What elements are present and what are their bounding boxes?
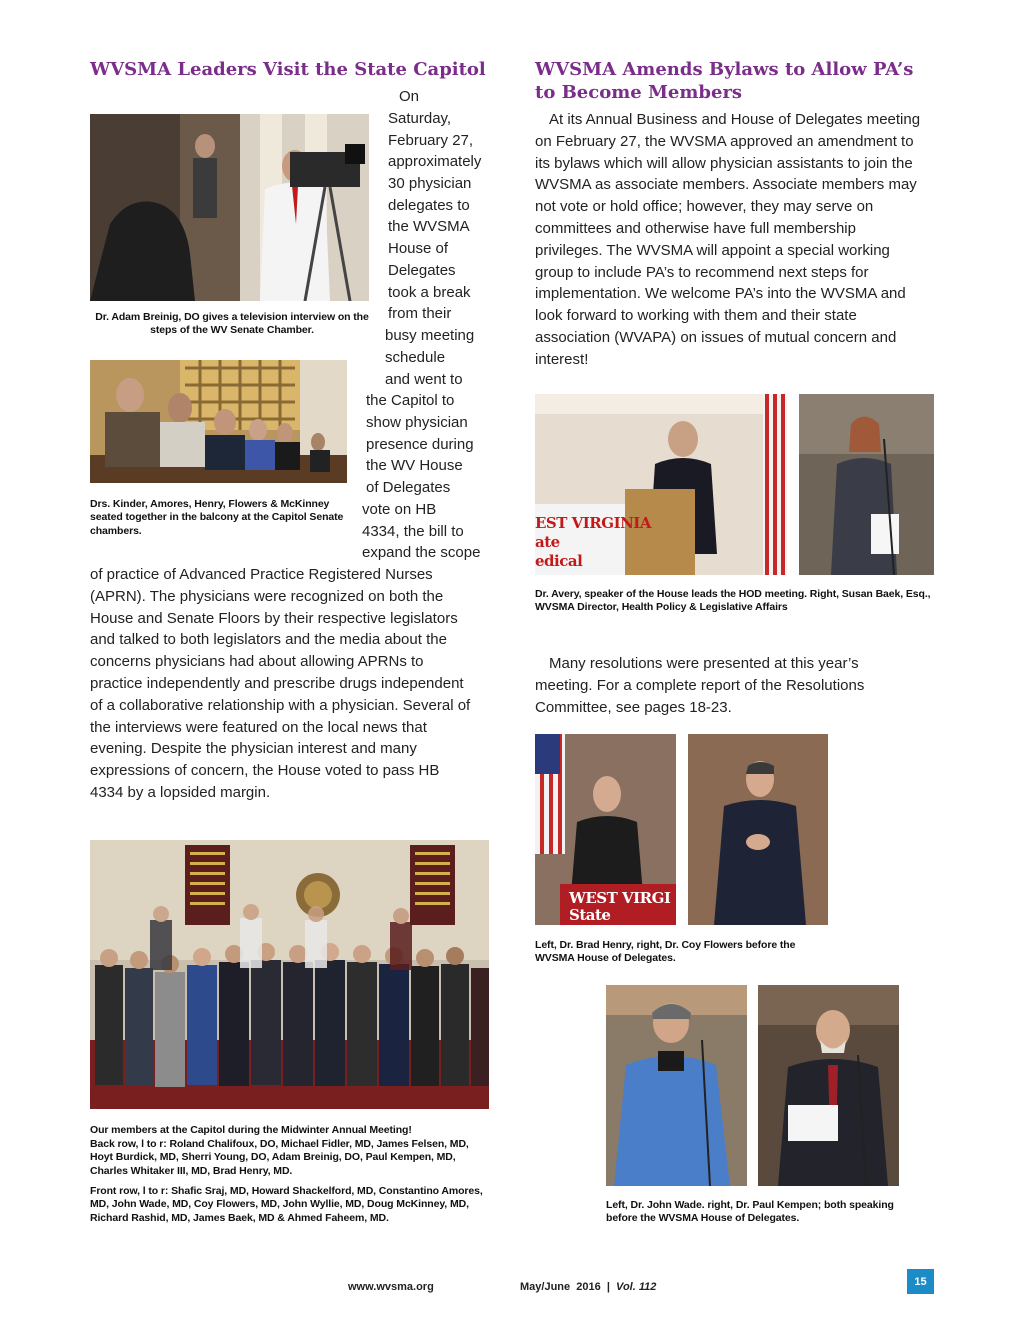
caption-henry-flowers: Left, Dr. Brad Henry, right, Dr. Coy Flowers before the WVSMA House of Delegates.: [535, 939, 796, 965]
caption-group-back-row: Back row, l to r: Roland Chalifoux, DO, Michael Fidler, MD, James Felsen, MD, Hoyt Burdick, MD, Sherri Young, DO, Adam Breinig, DO, Paul Kempen, MD, Charles Whitaker III, MD, Brad Henry, MD.: [90, 1138, 469, 1177]
right-headline: WVSMA Amends Bylaws to Allow PA’s to Become Members: [535, 59, 914, 103]
caption-balcony: Drs. Kinder, Amores, Henry, Flowers & McKinney seated together in the balcony at the Capitol Senate chambers.: [90, 498, 344, 537]
body-line: from their: [388, 305, 452, 322]
right-body: At its Annual Business and House of Delegates meeting on February 27, the WVSMA approved an amendment to its bylaws which will allow physician assistants to join the WVSMA as associate members. Associate members may not vote or hold office; however, they may serve on committees and otherwise have full membership privileges. The WVSMA will appoint a special working group to include PA’s to recommend next steps for implementation. We welcome PA’s into the WVSMA and look forward to working with them and their state association (WVAPA) on issues of mutual concern and interest!: [535, 111, 921, 368]
body-line: approximately: [388, 153, 482, 170]
body-line: show physician: [366, 414, 468, 431]
body-line: busy meeting: [385, 327, 475, 344]
body-line: House of: [388, 240, 449, 257]
body-line: and went to: [385, 371, 463, 388]
body-line: On: [399, 88, 420, 105]
footer-issue: [520, 1281, 656, 1293]
footer-volume: Vol. 112: [616, 1281, 657, 1293]
caption-wade-kempen: Left, Dr. John Wade. right, Dr. Paul Kempen; both speaking before the WVSMA House of Delegates.: [606, 1199, 894, 1225]
photo-avery-podium: [535, 394, 787, 575]
body-line: the WV House: [366, 457, 463, 474]
body-line: schedule: [385, 349, 446, 366]
photo-coy-flowers: [688, 734, 828, 925]
body-line: took a break: [388, 284, 471, 301]
body-line: the Capitol to: [366, 392, 455, 409]
body-line: of Delegates: [366, 479, 451, 496]
body-line: delegates to: [388, 197, 470, 214]
caption-group-title: Our members at the Capitol during the Midwinter Annual Meeting!: [90, 1124, 412, 1136]
photo-tv-interview: [90, 114, 369, 301]
body-line: presence during: [366, 436, 474, 453]
photo-john-wade: [606, 985, 747, 1186]
photo-paul-kempen: [758, 985, 899, 1186]
left-body-continued: of practice of Advanced Practice Registered Nurses (APRN). The physicians were recognized on both the House and Senate Floors by their respective legislators and talked to both legislators and the media about the concerns physicians had about allowing APRNs to practice independently and prescribe drugs independent of a collaborative relationship with a physician. Several of the interviews were featured on the local news that evening. Despite the physician interest and many expressions of concern, the House voted to pass HB 4334 by a lopsided margin.: [90, 566, 471, 801]
footer-website: www.wvsma.org: [348, 1281, 434, 1293]
body-line: Delegates: [388, 262, 456, 279]
podium-sign-text: EST VIRGINIA ate edical: [535, 514, 651, 570]
photo-susan-baek: [799, 394, 934, 575]
photo-group-capitol: [90, 840, 489, 1109]
resolutions-text: Many resolutions were presented at this year’s meeting. For a complete report of the Resolutions Committee, see pages 18-23.: [535, 655, 865, 716]
left-headline: WVSMA Leaders Visit the State Capitol: [90, 59, 486, 80]
photo-balcony: [90, 360, 347, 483]
body-line: the WVSMA: [388, 218, 470, 235]
caption-avery-baek: Dr. Avery, speaker of the House leads the HOD meeting. Right, Susan Baek, Esq., WVSMA Director, Health Policy & Legislative Affairs: [535, 588, 931, 614]
podium-sign-text-2: WEST VIRGI State: [569, 889, 671, 924]
body-line: expand the scope: [362, 544, 481, 561]
photo-brad-henry: [535, 734, 676, 925]
body-line: vote on HB: [362, 501, 437, 518]
footer-issue-date: May/June 2016 |: [520, 1281, 617, 1293]
page-number-badge: 15: [907, 1269, 934, 1294]
caption-group-front-row: Front row, l to r: Shafic Sraj, MD, Howard Shackelford, MD, Constantino Amores, MD, John Wade, MD, Coy Flowers, MD, John Wyllie, MD, Doug McKinney, MD, Richard Rashid, MD, James Baek, MD & Ahmed Faheem, MD.: [90, 1185, 483, 1224]
body-line: 30 physician: [388, 175, 472, 192]
body-line: Saturday,: [388, 110, 452, 127]
body-line: February 27,: [388, 132, 474, 149]
body-line: 4334, the bill to: [362, 523, 464, 540]
caption-tv-interview: Dr. Adam Breinig, DO gives a television interview on the steps of the WV Senate Chamber.: [95, 311, 369, 337]
